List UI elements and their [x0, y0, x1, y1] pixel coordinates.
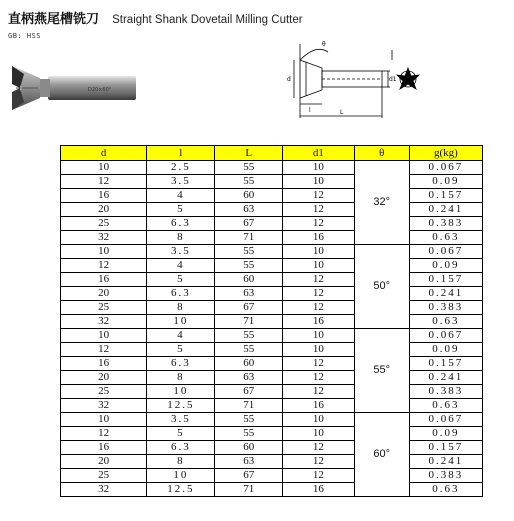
- cell-d1: 12: [283, 287, 355, 301]
- cell-d: 20: [61, 203, 147, 217]
- cell-l: 4: [147, 329, 215, 343]
- cell-d: 16: [61, 189, 147, 203]
- table-row: [61, 413, 483, 427]
- cell-d: 25: [61, 301, 147, 315]
- cell-d: 10: [61, 245, 147, 259]
- cell-L: 55: [215, 175, 283, 189]
- drawing-label-theta: θ: [322, 41, 326, 48]
- cell-weight: 0.09: [409, 175, 482, 189]
- cell-weight: 0.067: [409, 245, 482, 259]
- header-d1: d1: [283, 146, 355, 161]
- drawing-label-d1: d1: [389, 76, 397, 83]
- cell-l: 6.3: [147, 217, 215, 231]
- cell-l: 10: [147, 469, 215, 483]
- cell-d1: 10: [283, 413, 355, 427]
- cell-d: 32: [61, 399, 147, 413]
- cell-l: 5: [147, 273, 215, 287]
- table-row: [61, 217, 483, 231]
- cell-d: 12: [61, 259, 147, 273]
- cell-L: 55: [215, 329, 283, 343]
- table-row: [61, 231, 483, 245]
- cell-d1: 10: [283, 329, 355, 343]
- header-theta: θ: [354, 146, 409, 161]
- cell-weight: 0.067: [409, 329, 482, 343]
- table-row: [61, 161, 483, 175]
- cell-d1: 12: [283, 441, 355, 455]
- table-row: [61, 203, 483, 217]
- cutter-photo: [10, 56, 140, 116]
- cell-L: 55: [215, 259, 283, 273]
- cell-d: 16: [61, 441, 147, 455]
- spec-table: [60, 145, 483, 497]
- cell-weight: 0.157: [409, 189, 482, 203]
- cell-l: 6.3: [147, 441, 215, 455]
- table-row: [61, 329, 483, 343]
- cell-d: 20: [61, 287, 147, 301]
- table-row: [61, 357, 483, 371]
- cell-d1: 16: [283, 231, 355, 245]
- cell-l: 4: [147, 189, 215, 203]
- cell-weight: 0.63: [409, 231, 482, 245]
- cell-l: 3.5: [147, 413, 215, 427]
- cell-l: 4: [147, 259, 215, 273]
- cell-d1: 10: [283, 427, 355, 441]
- cell-weight: 0.157: [409, 273, 482, 287]
- cell-angle: 50°: [354, 245, 409, 329]
- cell-weight: 0.157: [409, 441, 482, 455]
- cell-weight: 0.067: [409, 161, 482, 175]
- drawing-label-L: L: [340, 109, 344, 116]
- table-row: [61, 301, 483, 315]
- cell-d: 10: [61, 161, 147, 175]
- cell-l: 10: [147, 385, 215, 399]
- cell-weight: 0.383: [409, 385, 482, 399]
- cell-d1: 10: [283, 245, 355, 259]
- cell-L: 67: [215, 469, 283, 483]
- table-row: [61, 371, 483, 385]
- table-row: [61, 189, 483, 203]
- cell-l: 2.5: [147, 161, 215, 175]
- technical-drawing: [278, 30, 428, 122]
- cell-d1: 10: [283, 161, 355, 175]
- cell-weight: 0.067: [409, 413, 482, 427]
- cell-l: 5: [147, 203, 215, 217]
- table-row: [61, 287, 483, 301]
- cell-L: 63: [215, 287, 283, 301]
- drawing-label-l: l: [309, 107, 311, 114]
- cell-angle: 32°: [354, 161, 409, 245]
- cell-d1: 10: [283, 259, 355, 273]
- cell-d1: 12: [283, 189, 355, 203]
- cell-weight: 0.63: [409, 315, 482, 329]
- cell-d1: 16: [283, 399, 355, 413]
- cell-L: 71: [215, 399, 283, 413]
- table-row: [61, 273, 483, 287]
- photo-marking: D20×60°: [88, 87, 112, 93]
- table-row: [61, 455, 483, 469]
- cell-d: 12: [61, 427, 147, 441]
- cell-d: 12: [61, 175, 147, 189]
- cell-d: 16: [61, 357, 147, 371]
- title-english: Straight Shank Dovetail Milling Cutter: [112, 14, 303, 26]
- header-l: l: [147, 146, 215, 161]
- cell-L: 67: [215, 385, 283, 399]
- table-row: [61, 175, 483, 189]
- cell-d1: 16: [283, 483, 355, 497]
- table-row: [61, 441, 483, 455]
- cell-weight: 0.241: [409, 203, 482, 217]
- cell-d: 25: [61, 217, 147, 231]
- table-row: [61, 399, 483, 413]
- cell-angle: 60°: [354, 413, 409, 497]
- table-row: [61, 483, 483, 497]
- table-row: [61, 259, 483, 273]
- cell-d1: 12: [283, 273, 355, 287]
- cell-d1: 10: [283, 175, 355, 189]
- table-row: [61, 343, 483, 357]
- cell-l: 8: [147, 371, 215, 385]
- cell-d: 12: [61, 343, 147, 357]
- cell-d: 20: [61, 371, 147, 385]
- material-label: GB: HSS: [8, 32, 42, 40]
- cell-L: 63: [215, 203, 283, 217]
- cell-d: 32: [61, 483, 147, 497]
- cell-L: 55: [215, 161, 283, 175]
- cell-d1: 12: [283, 301, 355, 315]
- table-header-row: [61, 146, 483, 161]
- table-row: [61, 315, 483, 329]
- cell-weight: 0.383: [409, 217, 482, 231]
- cell-L: 60: [215, 441, 283, 455]
- cell-weight: 0.63: [409, 483, 482, 497]
- drawing-label-d: d: [287, 76, 291, 83]
- cell-l: 8: [147, 301, 215, 315]
- cell-l: 5: [147, 343, 215, 357]
- cell-d: 16: [61, 273, 147, 287]
- cell-weight: 0.241: [409, 287, 482, 301]
- cell-L: 67: [215, 217, 283, 231]
- cell-l: 8: [147, 231, 215, 245]
- cell-L: 63: [215, 455, 283, 469]
- cell-L: 63: [215, 371, 283, 385]
- cell-weight: 0.09: [409, 259, 482, 273]
- cell-d: 25: [61, 469, 147, 483]
- cell-weight: 0.157: [409, 357, 482, 371]
- title-block: [8, 8, 303, 27]
- cell-d: 20: [61, 455, 147, 469]
- cell-weight: 0.09: [409, 343, 482, 357]
- table-row: [61, 385, 483, 399]
- cell-weight: 0.09: [409, 427, 482, 441]
- cell-l: 3.5: [147, 175, 215, 189]
- cell-d1: 10: [283, 343, 355, 357]
- cell-d1: 12: [283, 203, 355, 217]
- cell-L: 71: [215, 231, 283, 245]
- cell-L: 60: [215, 357, 283, 371]
- cell-l: 12.5: [147, 483, 215, 497]
- cell-L: 55: [215, 343, 283, 357]
- cell-d: 32: [61, 315, 147, 329]
- cell-d: 32: [61, 231, 147, 245]
- header-L: L: [215, 146, 283, 161]
- title-chinese: 直柄燕尾槽铣刀: [8, 12, 100, 27]
- cell-d1: 12: [283, 385, 355, 399]
- header-d: d: [61, 146, 147, 161]
- cell-l: 3.5: [147, 245, 215, 259]
- cell-d: 10: [61, 329, 147, 343]
- cell-L: 67: [215, 301, 283, 315]
- cell-angle: 55°: [354, 329, 409, 413]
- cell-L: 60: [215, 189, 283, 203]
- cell-weight: 0.383: [409, 301, 482, 315]
- cell-weight: 0.241: [409, 455, 482, 469]
- cell-L: 55: [215, 413, 283, 427]
- cell-d: 10: [61, 413, 147, 427]
- cell-L: 71: [215, 483, 283, 497]
- cell-d1: 12: [283, 469, 355, 483]
- cell-d1: 16: [283, 315, 355, 329]
- table-row: [61, 469, 483, 483]
- cell-d1: 12: [283, 455, 355, 469]
- cell-l: 12.5: [147, 399, 215, 413]
- cell-L: 71: [215, 315, 283, 329]
- cell-L: 55: [215, 427, 283, 441]
- cell-L: 60: [215, 273, 283, 287]
- cell-weight: 0.241: [409, 371, 482, 385]
- cell-l: 6.3: [147, 357, 215, 371]
- cell-d1: 12: [283, 371, 355, 385]
- table-row: [61, 427, 483, 441]
- header-weight: g(kg): [409, 146, 482, 161]
- cell-L: 55: [215, 245, 283, 259]
- cell-d1: 12: [283, 217, 355, 231]
- cell-l: 6.3: [147, 287, 215, 301]
- cell-weight: 0.63: [409, 399, 482, 413]
- cell-l: 8: [147, 455, 215, 469]
- cell-weight: 0.383: [409, 469, 482, 483]
- cell-l: 5: [147, 427, 215, 441]
- table-row: [61, 245, 483, 259]
- cell-d1: 12: [283, 357, 355, 371]
- cell-d: 25: [61, 385, 147, 399]
- cell-l: 10: [147, 315, 215, 329]
